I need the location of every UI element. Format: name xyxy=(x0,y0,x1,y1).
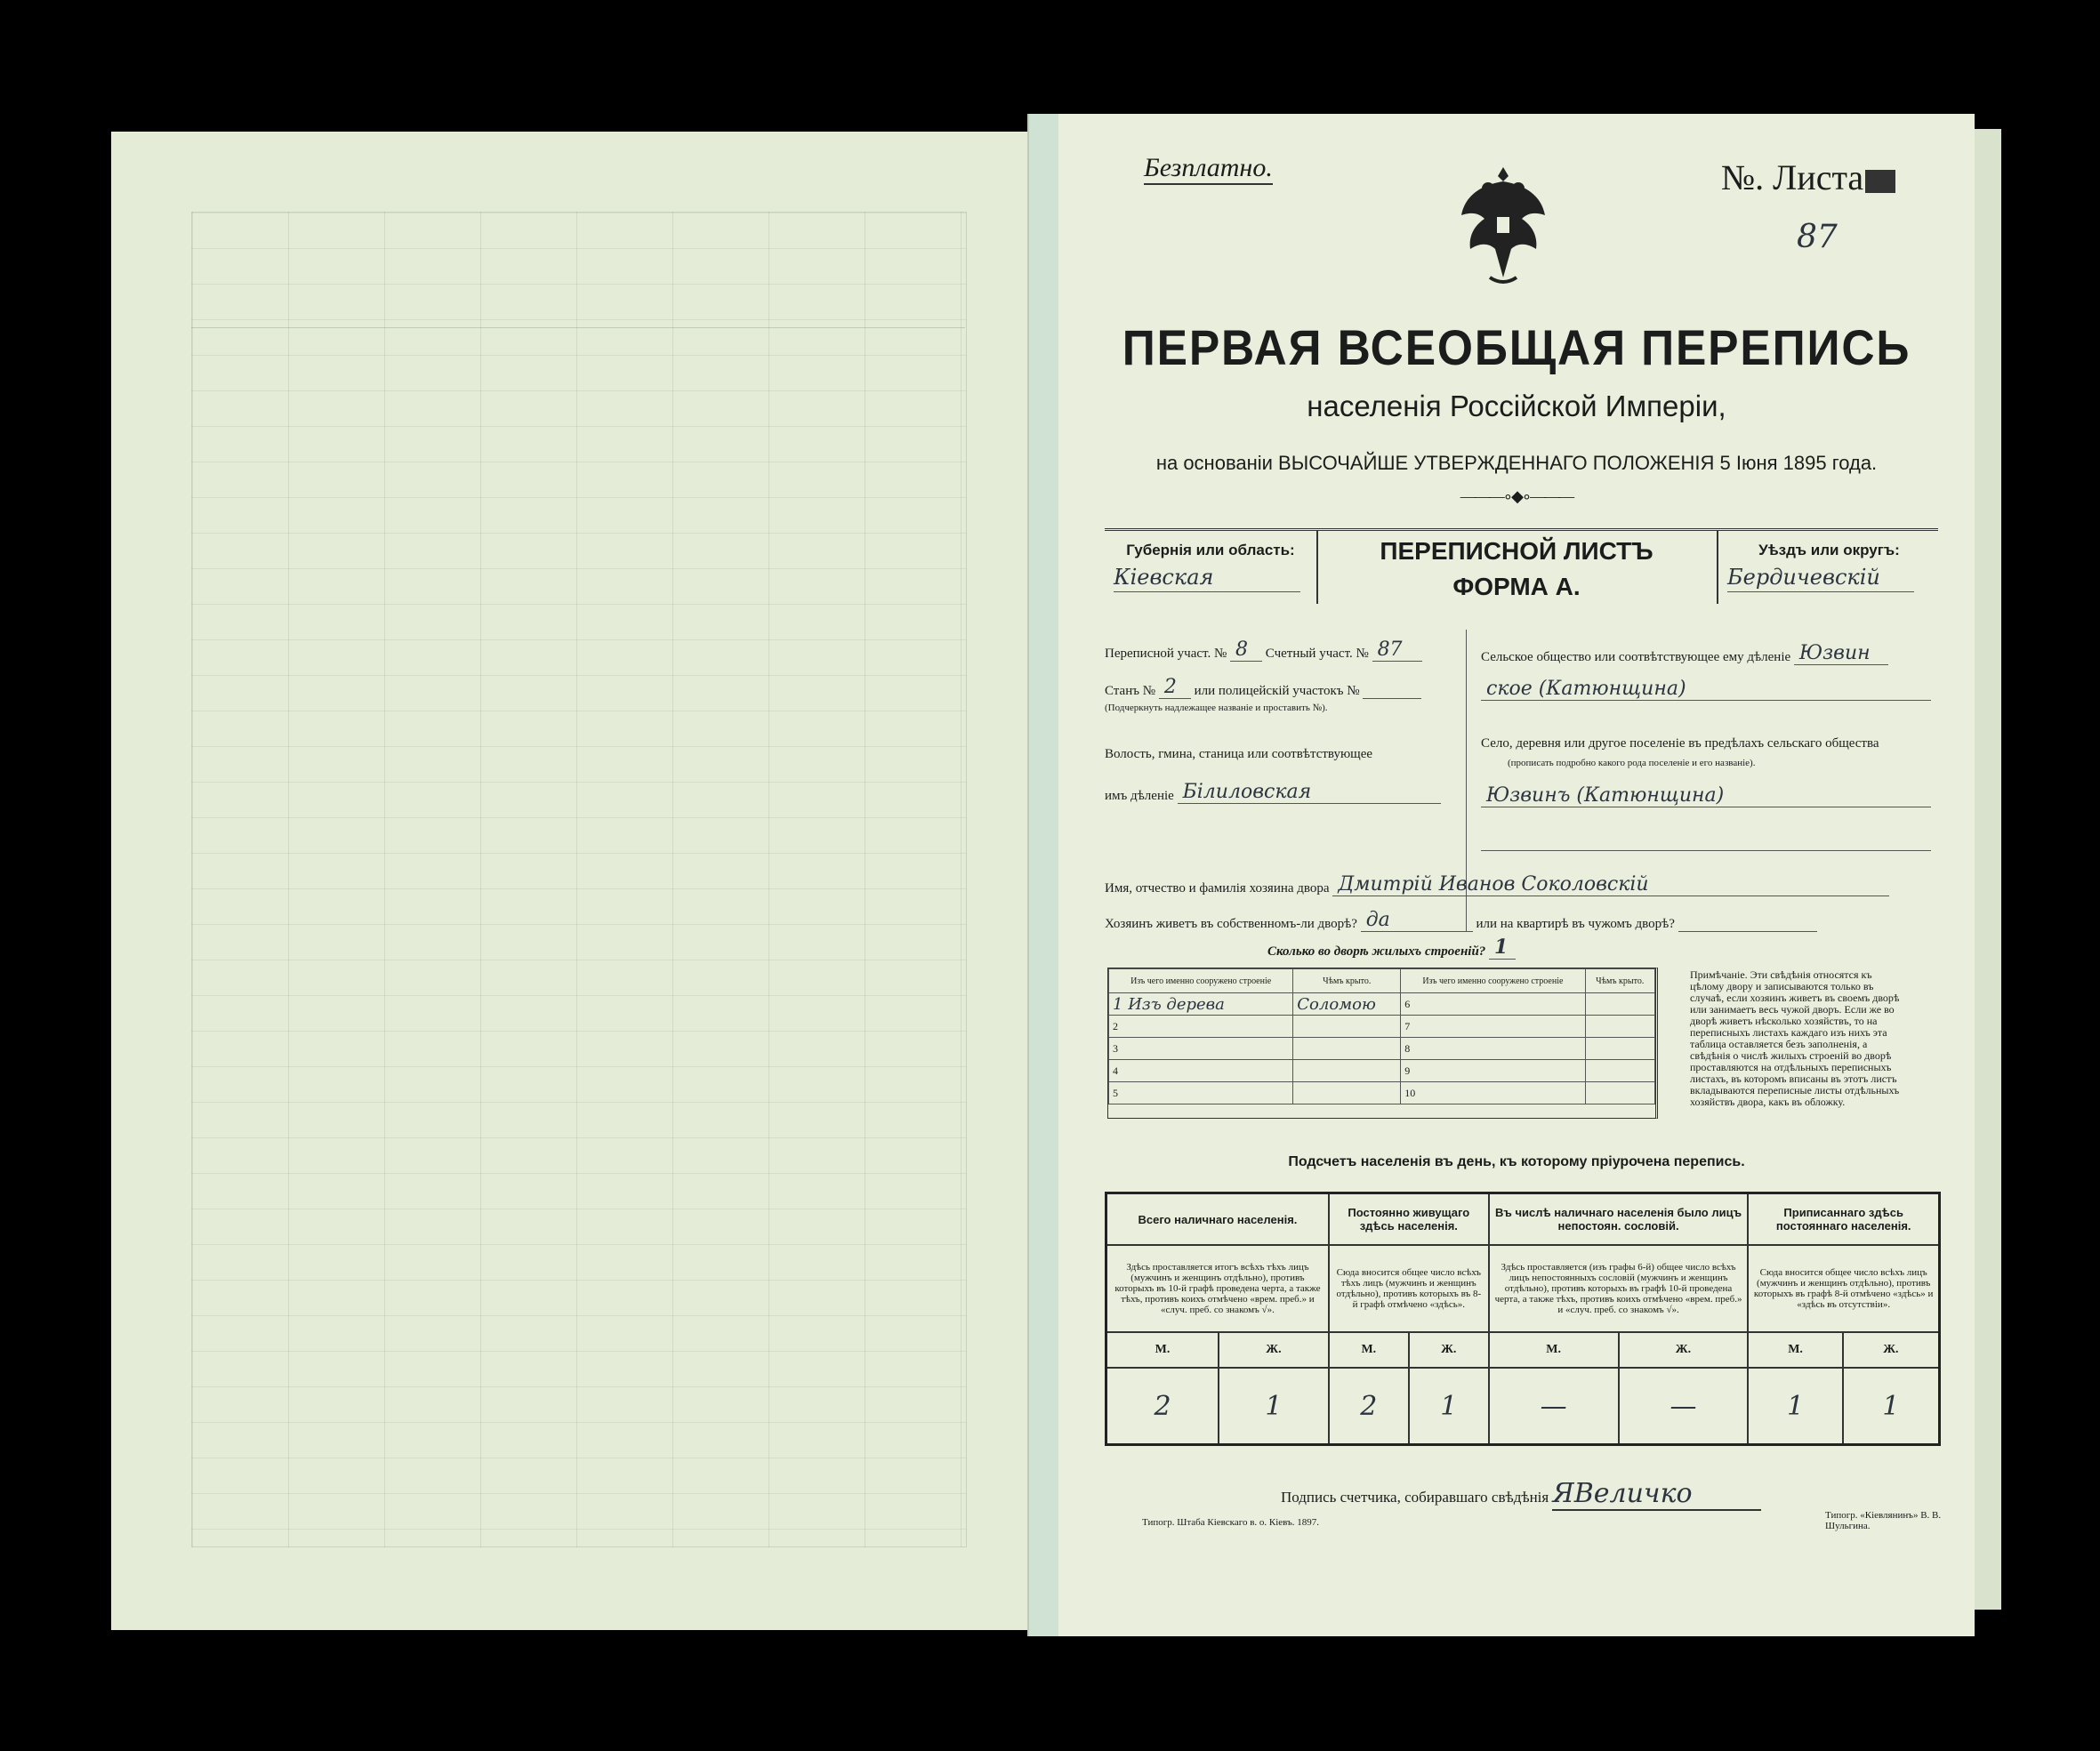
male-label: М. xyxy=(1106,1332,1219,1368)
society-line-2 xyxy=(1481,678,1931,701)
building-row-number: 7 xyxy=(1401,1016,1585,1038)
village-blank-line xyxy=(1481,850,1931,851)
female-label: Ж. xyxy=(1409,1332,1489,1368)
female-count: 1 xyxy=(1219,1368,1329,1445)
population-mf-row xyxy=(1106,1332,1940,1368)
building-row-number: 4 xyxy=(1109,1060,1293,1082)
building-roof xyxy=(1585,1038,1654,1060)
society-line: Сельское общество или соотвѣтствующее ему дѣленіе Юзвин xyxy=(1481,642,1888,665)
buildings-table xyxy=(1108,968,1655,1104)
building-row-number: 2 xyxy=(1109,1016,1293,1038)
owner-rent-value xyxy=(1678,931,1817,932)
female-count: 1 xyxy=(1409,1368,1489,1445)
male-count: 2 xyxy=(1329,1368,1409,1445)
village-line-2 xyxy=(1481,836,1931,851)
volost-value: Білиловская xyxy=(1178,781,1441,804)
pop-group-desc: Здѣсь проставляется (изъ графы 6-й) общее число всѣхъ лицъ непостоянныхъ сословій (мужчинъ и женщинъ отдѣльно), противъ которыхъ въ графѣ 10-й проведена черта, а также тѣхъ, противъ коихъ отмѣчено «врем. преб.» и «случ. преб. со знакомъ √». xyxy=(1489,1245,1749,1332)
form-title-line2: ФОРМА А. xyxy=(1452,573,1581,600)
village-label: Село, деревня или другое поселеніе въ предѣлахъ сельскаго общества xyxy=(1481,736,1879,751)
society-value-2: ское (Катюнщина) xyxy=(1481,678,1931,701)
volost-line: имъ дѣленіе Білиловская xyxy=(1105,781,1441,804)
population-title: Подсчетъ населенія въ день, къ которому пріурочена перепись. xyxy=(1288,1154,1745,1169)
buildings-col-material: Изъ чего именно сооружено строеніе xyxy=(1401,969,1585,993)
ornament-divider: ———∘◆∘——— xyxy=(1460,487,1573,505)
female-label: Ж. xyxy=(1619,1332,1749,1368)
double-headed-eagle-emblem xyxy=(1454,160,1552,293)
building-roof xyxy=(1293,1060,1401,1082)
district-value: Бердичевскій xyxy=(1727,565,1914,592)
buildings-note: Примѣчаніе. Эти свѣдѣнія относятся къ цѣлому двору и записываются только въ случаѣ, если хозяинъ живетъ въ своемъ дворѣ или занимаетъ весь чужой дворъ. Если же во дворѣ живетъ нѣсколько хозяйствъ, то на переписныхъ листахъ каждаго изъ нихъ эта таблица оставляется безъ заполненія, а свѣдѣнія о числѣ жилыхъ строеній во дворѣ проставляются на отдѣльныхъ переписныхъ листахъ, въ которомъ вписаны въ этотъ листъ вкладываются переписные листы отдѣльныхъ хозяйствъ двора, какъ въ обложку. xyxy=(1690,968,1900,1108)
form-title-cell xyxy=(1316,531,1717,604)
sheet-number-label: №. Листа xyxy=(1721,157,1895,198)
signature-line: Подпись счетчика, собиравшаго свѣдѣнія ЯВеличко xyxy=(1281,1478,1761,1511)
owner-name-line: Имя, отчество и фамилія хозяина двора Дмитрій Иванов Соколовскій xyxy=(1105,873,1889,896)
province-cell xyxy=(1105,531,1318,604)
village-line xyxy=(1481,784,1931,807)
table-row xyxy=(1109,993,1655,1016)
building-roof xyxy=(1293,1082,1401,1104)
female-label: Ж. xyxy=(1219,1332,1329,1368)
male-label: М. xyxy=(1489,1332,1619,1368)
buildings-col-material: Изъ чего именно сооружено строеніе xyxy=(1109,969,1293,993)
population-head-row xyxy=(1106,1193,1940,1246)
female-label: Ж. xyxy=(1843,1332,1940,1368)
sheet-number-value: 87 xyxy=(1797,219,1838,255)
underline-note: (Подчеркнуть надлежащее названіе и проставить №). xyxy=(1105,703,1328,713)
village-value: Юзвинъ (Катюнщина) xyxy=(1481,784,1931,807)
left-page-ghost-grid xyxy=(191,212,967,1547)
district-cell xyxy=(1717,531,1940,604)
male-label: М. xyxy=(1329,1332,1409,1368)
count-section-value: 87 xyxy=(1372,639,1422,662)
buildings-table-left xyxy=(1107,968,1658,1119)
province-label: Губернія или область: xyxy=(1126,542,1295,558)
population-values-row xyxy=(1106,1368,1940,1445)
building-roof xyxy=(1585,1016,1654,1038)
female-count: 1 xyxy=(1843,1368,1940,1445)
printer-imprint-left: Типогр. Штаба Кіевскаго в. о. Кіевъ. 1897. xyxy=(1142,1517,1320,1528)
volost-label: Волость, гмина, станица или соотвѣтствующее xyxy=(1105,747,1373,761)
society-value: Юзвин xyxy=(1794,642,1888,665)
table-row xyxy=(1109,1060,1655,1082)
male-count: 1 xyxy=(1748,1368,1842,1445)
pop-group-head: Въ числѣ наличнаго населенія было лицъ непостоян. сословій. xyxy=(1489,1193,1749,1246)
building-row-number: 5 xyxy=(1109,1082,1293,1104)
building-roof xyxy=(1293,1016,1401,1038)
pop-group-desc: Здѣсь проставляется итогъ всѣхъ тѣхъ лицъ (мужчинъ и женщинъ отдѣльно), противъ которыхъ въ 10-й графѣ проведена черта, а также тѣхъ, противъ коихъ отмѣчено «врем. преб.» и «случ. преб. со знакомъ √». xyxy=(1106,1245,1329,1332)
population-table xyxy=(1105,1192,1941,1446)
building-roof: Соломою xyxy=(1293,993,1401,1016)
census-form-page xyxy=(1058,114,1975,1636)
pop-group-desc: Сюда вносится общее число всѣхъ тѣхъ лицъ (мужчинъ и женщинъ отдѣльно), противъ которыхъ въ 8-й графѣ отмѣчено «здѣсь». xyxy=(1329,1245,1489,1332)
table-row xyxy=(1109,1016,1655,1038)
stan-line: Станъ № 2 или полицейскій участокъ № xyxy=(1105,676,1421,699)
owner-name-value: Дмитрій Иванов Соколовскій xyxy=(1332,873,1889,896)
pop-group-desc: Сюда вносится общее число всѣхъ лицъ (мужчинъ и женщинъ отдѣльно), противъ которыхъ въ графѣ 8-й отмѣчено «здѣсь» и «здѣсь въ отсутствіи». xyxy=(1748,1245,1939,1332)
buildings-col-roof: Чѣмъ крыто. xyxy=(1293,969,1401,993)
form-subtitle: населенія Россійской Имперіи, xyxy=(1307,390,1726,422)
building-roof xyxy=(1585,993,1654,1016)
male-label: М. xyxy=(1748,1332,1842,1368)
table-row xyxy=(1109,1082,1655,1104)
village-note: (прописать подробно какого рода поселеніе и его названіе). xyxy=(1508,758,1756,768)
buildings-count-value: 1 xyxy=(1489,936,1516,960)
building-roof xyxy=(1585,1082,1654,1104)
buildings-table-header xyxy=(1109,969,1655,993)
pop-group-head: Всего наличнаго населенія. xyxy=(1106,1193,1329,1246)
male-count: — xyxy=(1489,1368,1619,1445)
census-section-line: Переписной участ. № 8 Счетный участ. № 87 xyxy=(1105,639,1422,662)
building-row-number: 8 xyxy=(1401,1038,1585,1060)
province-value: Кіевская xyxy=(1114,565,1300,592)
book-spine xyxy=(1027,114,1063,1636)
building-row-number: 10 xyxy=(1401,1082,1585,1104)
redaction-mark xyxy=(1865,170,1895,193)
population-desc-row xyxy=(1106,1245,1940,1332)
owner-own-line: Хозяинъ живетъ въ собственномъ-ли дворѣ? да или на квартирѣ въ чужомъ дворѣ? xyxy=(1105,909,1817,932)
building-roof xyxy=(1585,1060,1654,1082)
district-label: Уѣздъ или округъ: xyxy=(1758,542,1900,558)
table-row xyxy=(1109,1038,1655,1060)
building-row-number: 9 xyxy=(1401,1060,1585,1082)
male-count: 2 xyxy=(1106,1368,1219,1445)
left-page-ghost-header xyxy=(191,212,965,328)
building-row-number: 3 xyxy=(1109,1038,1293,1060)
buildings-col-roof: Чѣмъ крыто. xyxy=(1585,969,1654,993)
census-section-value: 8 xyxy=(1230,639,1262,662)
form-title-line1: ПЕРЕПИСНОЙ ЛИСТЪ xyxy=(1380,537,1653,565)
header-box xyxy=(1105,528,1938,604)
building-material: 1 Изъ дерева xyxy=(1109,993,1293,1016)
stan-value: 2 xyxy=(1159,676,1191,699)
free-label: Безплатно. xyxy=(1144,153,1273,185)
legal-basis: на основаніи ВЫСОЧАЙШЕ УТВЕРЖДЕННАГО ПОЛОЖЕНІЯ 5 Іюня 1895 года. xyxy=(1155,452,1878,474)
form-title: ПЕРВАЯ ВСЕОБЩАЯ ПЕРЕПИСЬ xyxy=(1122,319,1911,375)
pop-group-head: Постоянно живущаго здѣсь населенія. xyxy=(1329,1193,1489,1246)
owner-own-value: да xyxy=(1361,909,1473,932)
building-row-number: 6 xyxy=(1401,993,1585,1016)
female-count: — xyxy=(1619,1368,1749,1445)
printer-imprint-right: Типогр. «Кіевлянинъ» В. В. Шульгина. xyxy=(1825,1510,1942,1531)
signature-value: ЯВеличко xyxy=(1552,1478,1761,1511)
buildings-count-line: Сколько во дворѣ жилыхъ строеній? 1 xyxy=(1267,936,1516,960)
building-roof xyxy=(1293,1038,1401,1060)
police-value xyxy=(1363,698,1421,699)
left-page xyxy=(111,132,1027,1630)
pop-group-head: Приписаннаго здѣсь постояннаго населенія. xyxy=(1748,1193,1939,1246)
